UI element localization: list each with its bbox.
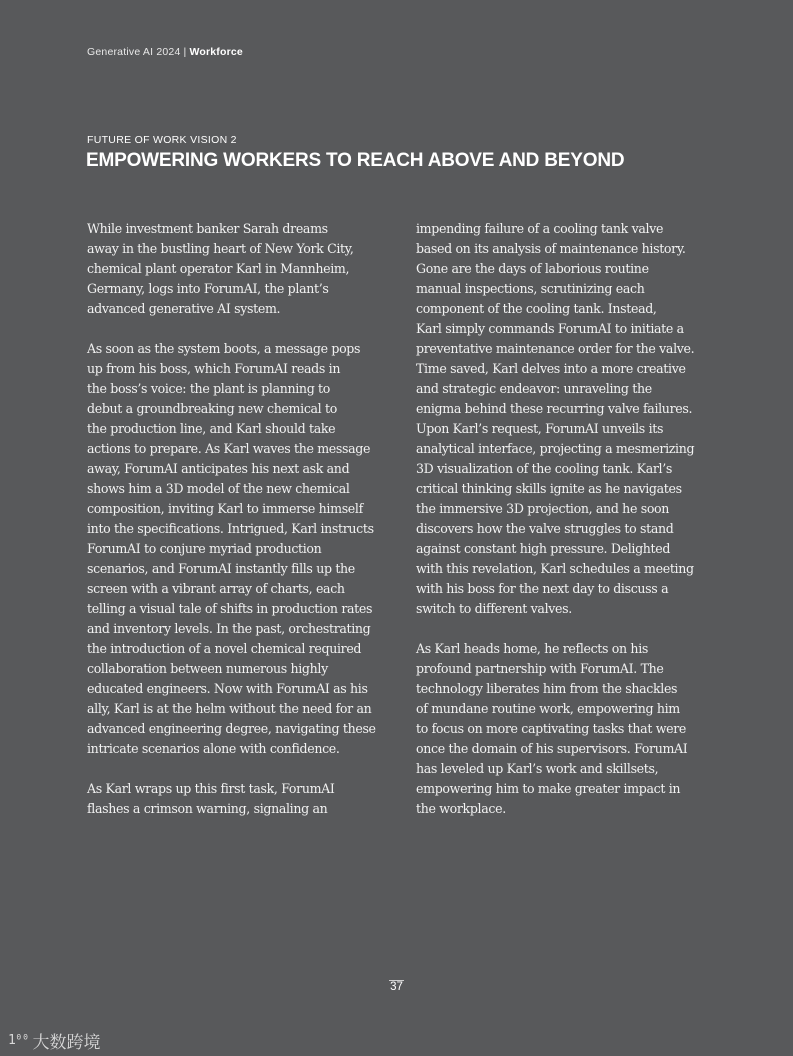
left-text-column [87, 219, 387, 839]
body-line: As Karl wraps up this first task, ForumAI [87, 781, 335, 796]
body-line: ForumAI to conjure myriad production [87, 541, 322, 556]
body-line: component of the cooling tank. Instead, [416, 301, 657, 316]
body-line: telling a visual tale of shifts in production rates [87, 601, 373, 616]
body-line: manual inspections, scrutinizing each [416, 281, 645, 296]
body-line: based on its analysis of maintenance history. [416, 241, 686, 256]
body-line: switch to different valves. [416, 601, 572, 616]
body-line: with this revelation, Karl schedules a meeting [416, 561, 694, 576]
running-header [87, 46, 243, 58]
body-line: Time saved, Karl delves into a more creative [416, 361, 686, 376]
body-line: shows him a 3D model of the new chemical [87, 481, 350, 496]
body-line: the boss’s voice: the plant is planning to [87, 381, 331, 396]
body-line: empowering him to make greater impact in [416, 781, 681, 796]
body-line: discovers how the valve struggles to stand [416, 521, 674, 536]
body-line: collaboration between numerous highly [87, 661, 328, 676]
header-separator: | [183, 46, 187, 58]
body-line: profound partnership with ForumAI. The [416, 661, 664, 676]
body-line: technology liberates him from the shackles [416, 681, 678, 696]
body-line: enigma behind these recurring valve failures. [416, 401, 693, 416]
body-line: critical thinking skills ignite as he navigates [416, 481, 682, 496]
body-line: once the domain of his supervisors. ForumAI [416, 741, 688, 756]
body-line: Karl simply commands ForumAI to initiate a [416, 321, 684, 336]
body-line: advanced generative AI system. [87, 301, 281, 316]
body-line: analytical interface, projecting a mesmerizing [416, 441, 695, 456]
publication-name: Generative AI 2024 [87, 46, 181, 58]
body-line: to focus on more captivating tasks that were [416, 721, 686, 736]
body-line: While investment banker Sarah dreams [87, 221, 328, 236]
watermark [8, 1028, 100, 1053]
body-line: the production line, and Karl should take [87, 421, 336, 436]
article-kicker: FUTURE OF WORK VISION 2 [87, 134, 237, 146]
body-line: the workplace. [416, 801, 506, 816]
body-line: ally, Karl is at the helm without the need for an [87, 701, 372, 716]
body-line: actions to prepare. As Karl waves the message [87, 441, 371, 456]
body-line: and strategic endeavor: unraveling the [416, 381, 652, 396]
body-line: preventative maintenance order for the valve. [416, 341, 695, 356]
body-line: into the specifications. Intrigued, Karl instructs [87, 521, 374, 536]
right-text-column [416, 219, 716, 839]
body-line: away, ForumAI anticipates his next ask and [87, 461, 350, 476]
body-line: and inventory levels. In the past, orchestrating [87, 621, 371, 636]
watermark-logo-icon: 1⁰⁰ [8, 1033, 29, 1048]
body-line: advanced engineering degree, navigating these [87, 721, 376, 736]
body-line: As Karl heads home, he reflects on his [416, 641, 648, 656]
body-line: away in the bustling heart of New York City, [87, 241, 354, 256]
body-line: educated engineers. Now with ForumAI as his [87, 681, 368, 696]
body-line: composition, inviting Karl to immerse himself [87, 501, 363, 516]
body-line: against constant high pressure. Delighted [416, 541, 671, 556]
section-name: Workforce [189, 46, 243, 58]
body-line: screen with a vibrant array of charts, each [87, 581, 345, 596]
body-line: the immersive 3D projection, and he soon [416, 501, 670, 516]
body-line: the introduction of a novel chemical required [87, 641, 362, 656]
body-line: 3D visualization of the cooling tank. Karl’s [416, 461, 672, 476]
body-paragraph [87, 779, 387, 819]
body-line: Gone are the days of laborious routine [416, 261, 649, 276]
body-line: has leveled up Karl’s work and skillsets, [416, 761, 659, 776]
watermark-text: 大数跨境 [32, 1033, 101, 1053]
body-line: flashes a crimson warning, signaling an [87, 801, 328, 816]
body-line: with his boss for the next day to discuss a [416, 581, 669, 596]
body-line: scenarios, and ForumAI instantly fills up the [87, 561, 355, 576]
body-line: impending failure of a cooling tank valve [416, 221, 664, 236]
body-line: debut a groundbreaking new chemical to [87, 401, 337, 416]
body-line: of mundane routine work, empowering him [416, 701, 680, 716]
body-line: As soon as the system boots, a message pops [87, 341, 361, 356]
body-line: Upon Karl’s request, ForumAI unveils its [416, 421, 664, 436]
body-paragraph [416, 219, 716, 619]
body-paragraph [87, 219, 387, 319]
body-paragraph [416, 639, 716, 819]
body-line: up from his boss, which ForumAI reads in [87, 361, 341, 376]
page-number: 37 [390, 981, 403, 993]
body-line: chemical plant operator Karl in Mannheim, [87, 261, 350, 276]
body-paragraph [87, 339, 387, 759]
body-line: Germany, logs into ForumAI, the plant’s [87, 281, 329, 296]
body-line: intricate scenarios alone with confidence. [87, 741, 340, 756]
article-title: EMPOWERING WORKERS TO REACH ABOVE AND BEYOND [86, 150, 625, 171]
